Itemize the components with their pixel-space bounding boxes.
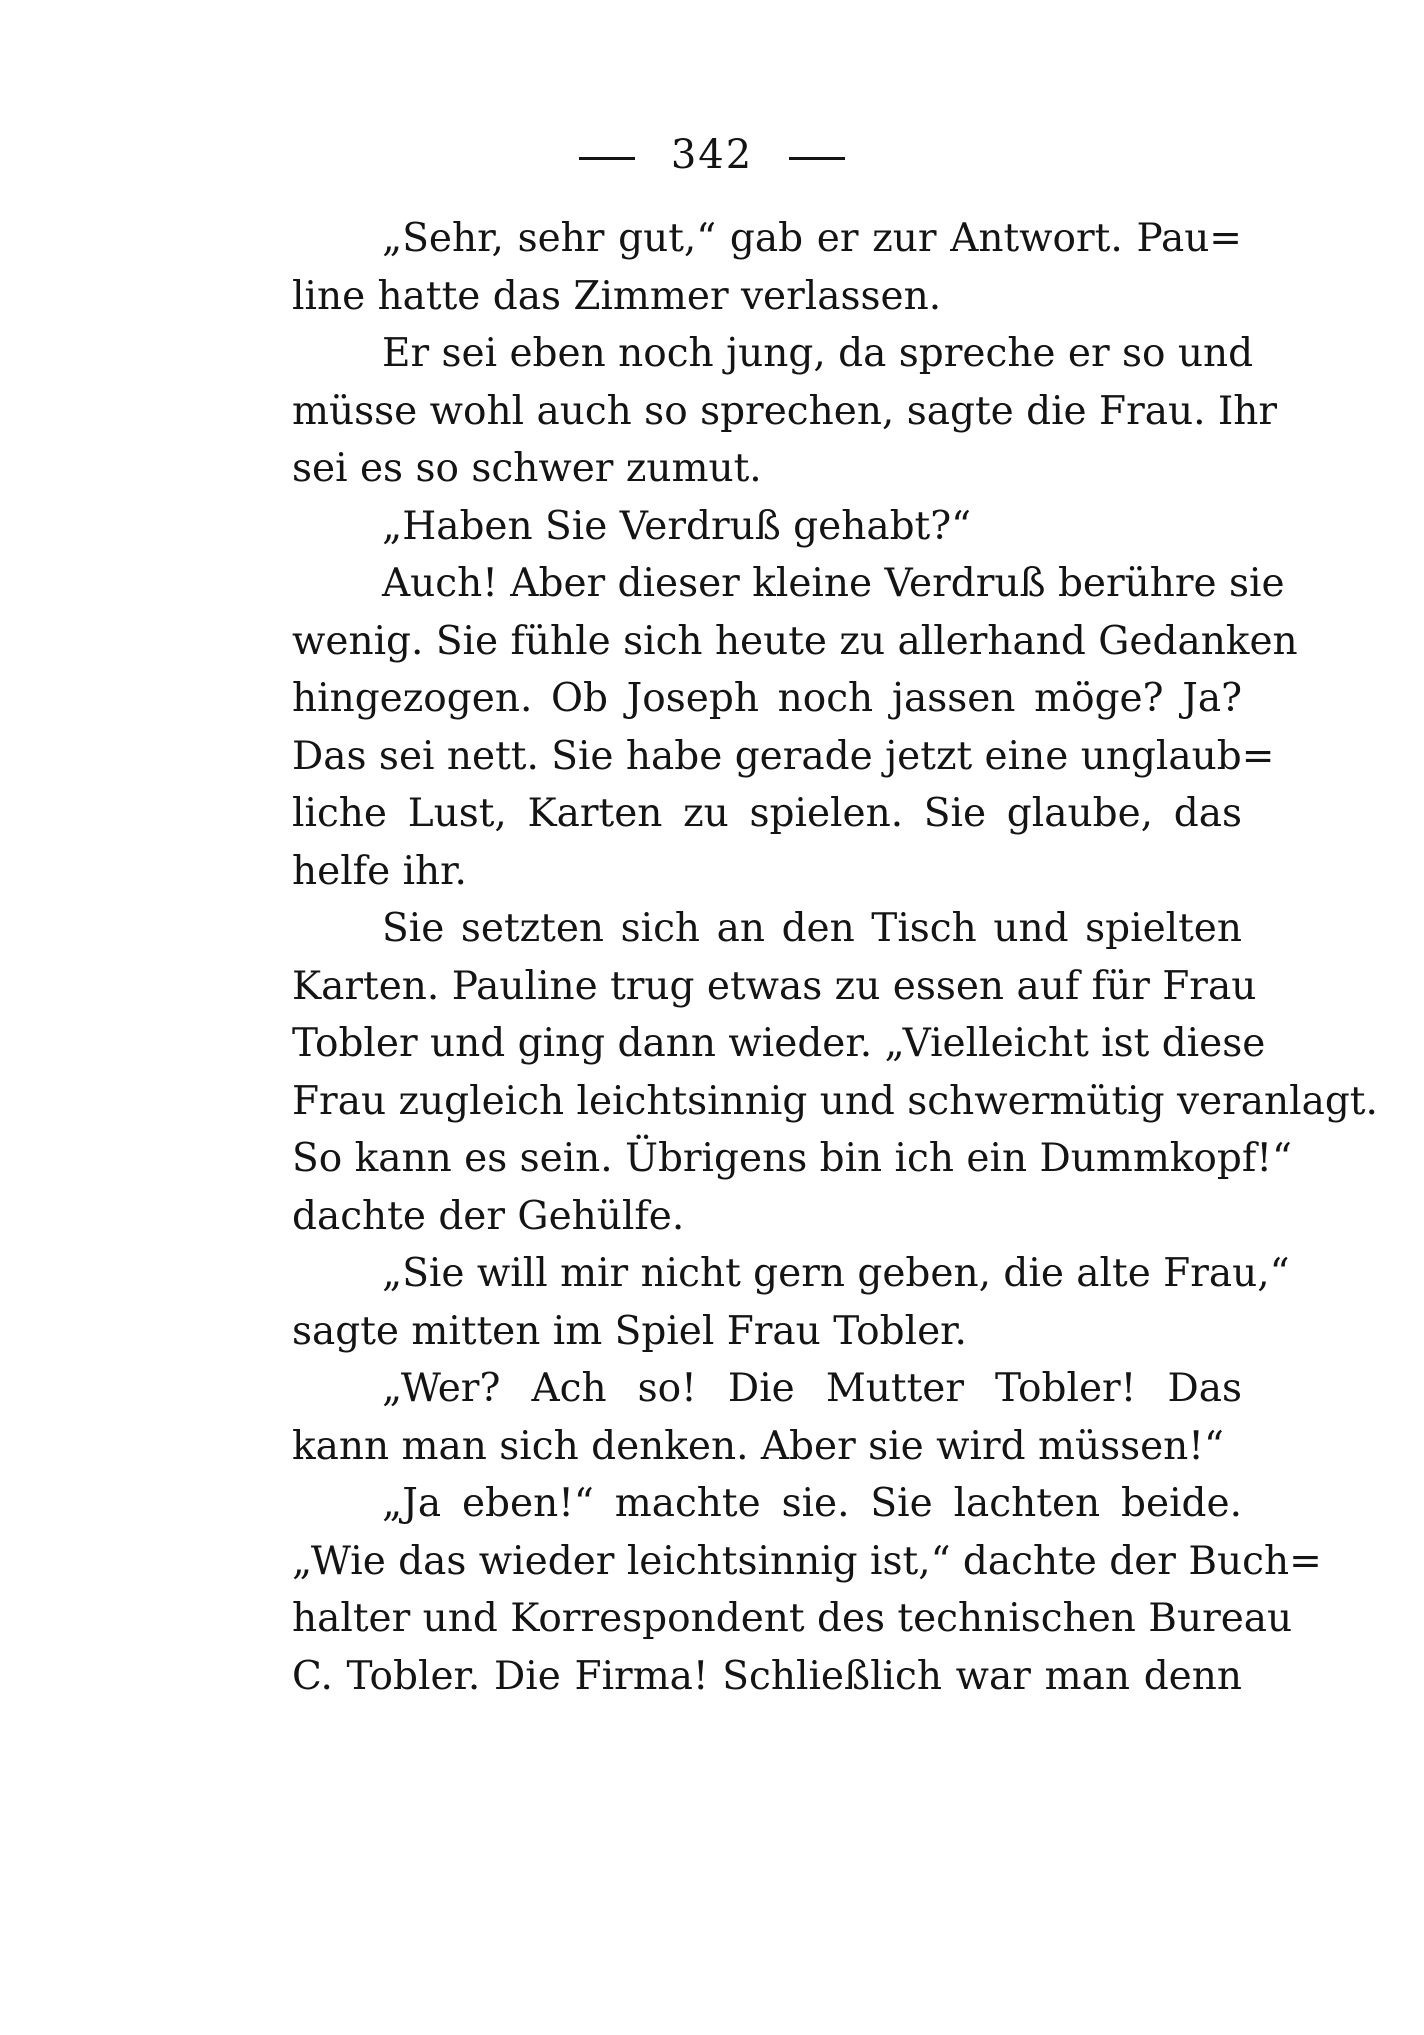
text-line: line hatte das Zimmer verlassen. [292,273,942,319]
text-line: müsse wohl auch so sprechen, sagte die Frau. Ihr [292,388,1278,434]
text-line: „Wie das wieder leichtsinnig ist,“ dachte der Buch= [292,1538,1322,1584]
text-line: Das sei nett. Sie habe gerade jetzt eine unglaub= [292,733,1275,779]
text-line: „Wer? Ach so! Die Mutter Tobler! Das [382,1366,1242,1411]
text-line: halter und Korrespondent des technischen Bureau [292,1596,1293,1641]
text-line: wenig. Sie fühle sich heute zu allerhand Gedanken [292,618,1298,664]
text-line: So kann es sein. Übrigens bin ich ein Dummkopf!“ [292,1136,1292,1181]
text-line: Karten. Pauline trug etwas zu essen auf für Frau [292,963,1257,1009]
text-line: Sie setzten sich an den Tisch und spielten [382,906,1242,951]
text-line: Tobler und ging dann wieder. „Vielleicht ist diese [292,1021,1266,1066]
page-number-text: 342 [670,132,754,178]
text-line: sei es so schwer zumut. [292,446,762,491]
text-line: „Ja eben!“ machte sie. Sie lachten beide. [382,1481,1242,1526]
text-line: kann man sich denken. Aber sie wird müssen!“ [292,1423,1224,1469]
text-line: hingezogen. Ob Joseph noch jassen möge? Ja? [292,676,1242,721]
text-line: dachte der Gehülfe. [292,1193,685,1239]
text-line: sagte mitten im Spiel Frau Tobler. [292,1308,967,1354]
text-line: „Sehr, sehr gut,“ gab er zur Antwort. Pau= [382,216,1242,261]
page-number-dash-left [579,157,635,160]
body-text [292,210,1378,1705]
text-line: „Haben Sie Verdruß gehabt?“ [382,503,972,549]
text-line: „Sie will mir nicht gern geben, die alte Frau,“ [382,1251,1290,1296]
text-line: helfe ihr. [292,848,467,894]
text-line: Er sei eben noch jung, da spreche er so und [382,331,1254,376]
text-line: Frau zugleich leichtsinnig und schwermütig veranlagt. [292,1078,1378,1124]
text-line: Auch! Aber dieser kleine Verdruß berühre sie [382,561,1285,606]
text-line: liche Lust, Karten zu spielen. Sie glaube, das [292,791,1242,836]
text-line: C. Tobler. Die Firma! Schließlich war man denn [292,1653,1242,1699]
page-number [0,132,1424,178]
page-number-dash-right [789,157,845,160]
